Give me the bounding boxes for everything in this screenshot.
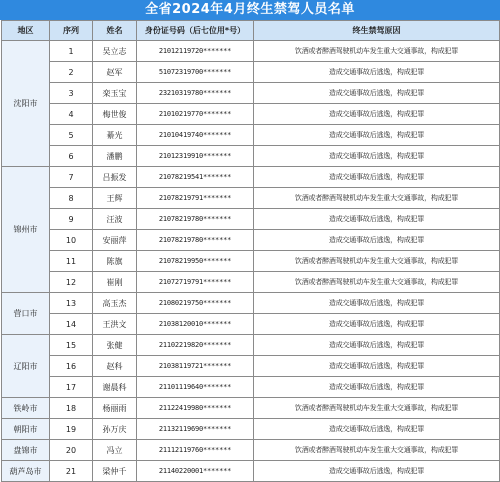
region-cell: 营口市 bbox=[2, 293, 50, 335]
header-seq: 序列 bbox=[50, 21, 93, 41]
region-cell: 沈阳市 bbox=[2, 41, 50, 167]
table-row bbox=[2, 83, 500, 104]
table-row bbox=[2, 293, 500, 314]
name-cell: 陈旗 bbox=[93, 251, 137, 272]
table-row bbox=[2, 356, 500, 377]
seq-cell: 15 bbox=[50, 335, 93, 356]
header-id: 身份证号码（后七位用*号） bbox=[137, 21, 254, 41]
table-row bbox=[2, 209, 500, 230]
seq-cell: 10 bbox=[50, 230, 93, 251]
id-cell: 21112119760******* bbox=[137, 440, 254, 461]
header-region: 地区 bbox=[2, 21, 50, 41]
table-row bbox=[2, 440, 500, 461]
table-row bbox=[2, 461, 500, 482]
id-cell: 21078219541******* bbox=[137, 167, 254, 188]
id-cell: 21010219770******* bbox=[137, 104, 254, 125]
header-reason: 终生禁驾原因 bbox=[254, 21, 500, 41]
reason-cell: 饮酒或者醉酒驾驶机动车发生重大交通事故，构成犯罪 bbox=[254, 440, 500, 461]
reason-cell: 造成交通事故后逃逸，构成犯罪 bbox=[254, 146, 500, 167]
reason-cell: 造成交通事故后逃逸，构成犯罪 bbox=[254, 356, 500, 377]
driver-ban-table bbox=[1, 20, 500, 482]
region-cell: 葫芦岛市 bbox=[2, 461, 50, 482]
seq-cell: 7 bbox=[50, 167, 93, 188]
region-cell: 辽阳市 bbox=[2, 335, 50, 398]
table-row bbox=[2, 272, 500, 293]
id-cell: 21140220001******* bbox=[137, 461, 254, 482]
seq-cell: 16 bbox=[50, 356, 93, 377]
name-cell: 孙万庆 bbox=[93, 419, 137, 440]
table-row bbox=[2, 251, 500, 272]
table-row bbox=[2, 377, 500, 398]
reason-cell: 造成交通事故后逃逸，构成犯罪 bbox=[254, 83, 500, 104]
name-cell: 崔刚 bbox=[93, 272, 137, 293]
table-row bbox=[2, 41, 500, 62]
table-row bbox=[2, 398, 500, 419]
seq-cell: 18 bbox=[50, 398, 93, 419]
name-cell: 张健 bbox=[93, 335, 137, 356]
name-cell: 王辉 bbox=[93, 188, 137, 209]
name-cell: 赵军 bbox=[93, 62, 137, 83]
id-cell: 21012319910******* bbox=[137, 146, 254, 167]
seq-cell: 17 bbox=[50, 377, 93, 398]
reason-cell: 饮酒或者醉酒驾驶机动车发生重大交通事故，构成犯罪 bbox=[254, 398, 500, 419]
reason-cell: 造成交通事故后逃逸，构成犯罪 bbox=[254, 230, 500, 251]
name-cell: 吴立志 bbox=[93, 41, 137, 62]
reason-cell: 造成交通事故后逃逸，构成犯罪 bbox=[254, 419, 500, 440]
reason-cell: 造成交通事故后逃逸，构成犯罪 bbox=[254, 167, 500, 188]
id-cell: 23210319780******* bbox=[137, 83, 254, 104]
seq-cell: 20 bbox=[50, 440, 93, 461]
name-cell: 梁仲千 bbox=[93, 461, 137, 482]
seq-cell: 6 bbox=[50, 146, 93, 167]
id-cell: 21078219950******* bbox=[137, 251, 254, 272]
id-cell: 21078219791******* bbox=[137, 188, 254, 209]
header-row bbox=[2, 21, 500, 41]
seq-cell: 14 bbox=[50, 314, 93, 335]
seq-cell: 9 bbox=[50, 209, 93, 230]
table-row bbox=[2, 419, 500, 440]
seq-cell: 12 bbox=[50, 272, 93, 293]
name-cell: 汪波 bbox=[93, 209, 137, 230]
reason-cell: 饮酒或者醉酒驾驶机动车发生重大交通事故，构成犯罪 bbox=[254, 41, 500, 62]
region-cell: 朝阳市 bbox=[2, 419, 50, 440]
id-cell: 21038119721******* bbox=[137, 356, 254, 377]
reason-cell: 造成交通事故后逃逸，构成犯罪 bbox=[254, 209, 500, 230]
id-cell: 21012119720******* bbox=[137, 41, 254, 62]
reason-cell: 饮酒或者醉酒驾驶机动车发生重大交通事故，构成犯罪 bbox=[254, 251, 500, 272]
seq-cell: 21 bbox=[50, 461, 93, 482]
table-row bbox=[2, 230, 500, 251]
reason-cell: 造成交通事故后逃逸，构成犯罪 bbox=[254, 125, 500, 146]
id-cell: 21132119690******* bbox=[137, 419, 254, 440]
table-row bbox=[2, 188, 500, 209]
reason-cell: 造成交通事故后逃逸，构成犯罪 bbox=[254, 335, 500, 356]
reason-cell: 饮酒或者醉酒驾驶机动车发生重大交通事故，构成犯罪 bbox=[254, 188, 500, 209]
name-cell: 梅世俊 bbox=[93, 104, 137, 125]
name-cell: 王洪文 bbox=[93, 314, 137, 335]
seq-cell: 1 bbox=[50, 41, 93, 62]
name-cell: 栾玉宝 bbox=[93, 83, 137, 104]
id-cell: 51072319700******* bbox=[137, 62, 254, 83]
seq-cell: 5 bbox=[50, 125, 93, 146]
name-cell: 綦光 bbox=[93, 125, 137, 146]
reason-cell: 造成交通事故后逃逸，构成犯罪 bbox=[254, 377, 500, 398]
name-cell: 安丽萍 bbox=[93, 230, 137, 251]
table-body bbox=[2, 41, 500, 482]
table-row bbox=[2, 125, 500, 146]
id-cell: 21078219780******* bbox=[137, 209, 254, 230]
table-row bbox=[2, 104, 500, 125]
table-row bbox=[2, 146, 500, 167]
table-row bbox=[2, 335, 500, 356]
name-cell: 赵科 bbox=[93, 356, 137, 377]
id-cell: 21072719791******* bbox=[137, 272, 254, 293]
id-cell: 21101119640******* bbox=[137, 377, 254, 398]
seq-cell: 3 bbox=[50, 83, 93, 104]
id-cell: 21010419740******* bbox=[137, 125, 254, 146]
name-cell: 吕振发 bbox=[93, 167, 137, 188]
reason-cell: 造成交通事故后逃逸，构成犯罪 bbox=[254, 314, 500, 335]
seq-cell: 8 bbox=[50, 188, 93, 209]
seq-cell: 19 bbox=[50, 419, 93, 440]
region-cell: 锦州市 bbox=[2, 167, 50, 293]
id-cell: 21122419980******* bbox=[137, 398, 254, 419]
name-cell: 高玉杰 bbox=[93, 293, 137, 314]
reason-cell: 饮酒或者醉酒驾驶机动车发生重大交通事故，构成犯罪 bbox=[254, 272, 500, 293]
sheet-title: 全省2024年4月终生禁驾人员名单 bbox=[0, 0, 500, 20]
region-cell: 铁岭市 bbox=[2, 398, 50, 419]
seq-cell: 11 bbox=[50, 251, 93, 272]
table-row bbox=[2, 314, 500, 335]
seq-cell: 4 bbox=[50, 104, 93, 125]
reason-cell: 造成交通事故后逃逸，构成犯罪 bbox=[254, 62, 500, 83]
id-cell: 21102219820******* bbox=[137, 335, 254, 356]
seq-cell: 2 bbox=[50, 62, 93, 83]
name-cell: 潘鹏 bbox=[93, 146, 137, 167]
name-cell: 冯立 bbox=[93, 440, 137, 461]
table-row bbox=[2, 167, 500, 188]
id-cell: 21078219780******* bbox=[137, 230, 254, 251]
table-row bbox=[2, 62, 500, 83]
id-cell: 21080219750******* bbox=[137, 293, 254, 314]
name-cell: 谢晨科 bbox=[93, 377, 137, 398]
id-cell: 21038120010******* bbox=[137, 314, 254, 335]
reason-cell: 造成交通事故后逃逸，构成犯罪 bbox=[254, 104, 500, 125]
header-name: 姓名 bbox=[93, 21, 137, 41]
reason-cell: 造成交通事故后逃逸，构成犯罪 bbox=[254, 461, 500, 482]
region-cell: 盘锦市 bbox=[2, 440, 50, 461]
seq-cell: 13 bbox=[50, 293, 93, 314]
reason-cell: 造成交通事故后逃逸，构成犯罪 bbox=[254, 293, 500, 314]
name-cell: 杨丽雨 bbox=[93, 398, 137, 419]
